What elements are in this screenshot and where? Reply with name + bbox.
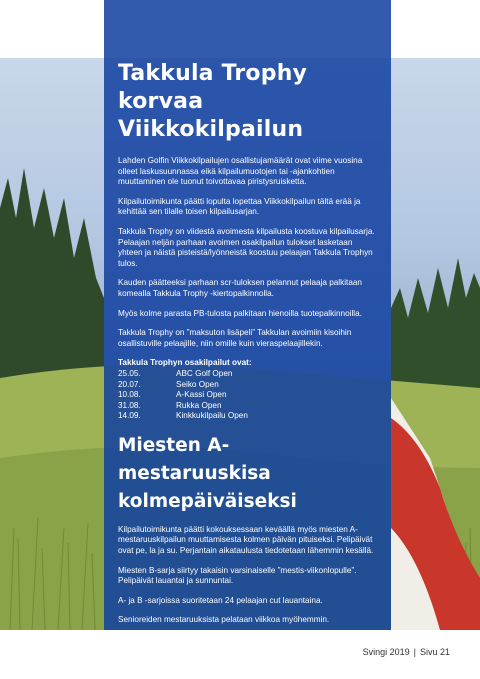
article-title: Takkula Trophy korvaa Viikkokilpailun [118, 61, 308, 142]
article-panel [104, 0, 391, 630]
article-paragraph: Kilpailutoimikunta päätti lopulta lopettaa Viikkokilpailun tältä erää ja kehittää sen tilalle toisen kilpailusarjan. [118, 196, 361, 217]
schedule-date: 31.08. [118, 400, 141, 410]
schedule-event: ABC Golf Open [176, 368, 233, 378]
section-paragraph: Kilpailutoimikunta päätti kokouksessaan keväällä myös miesten A-mestaruuskilpailun muuttamisesta kolmen päivän pituiseksi. Pelipäivät ovat pe, la ja su. Perjantain aikataulusta tiedotetaan lähemmin kesällä. [118, 524, 374, 556]
schedule-date: 25.05. [118, 368, 141, 378]
page-number: Sivu 21 [419, 647, 450, 657]
schedule-event: Kinkkukilpailu Open [176, 411, 248, 421]
section-title: Miesten A-mestaruuskisa kolmepäiväiseksi [118, 434, 297, 512]
schedule-row [118, 401, 377, 412]
section-paragraph: Senioreiden mestaruuksista pelataan viikkoa myöhemmin. [118, 615, 330, 625]
page-footer [363, 647, 450, 657]
schedule-row [118, 369, 377, 380]
article-paragraph: Lahden Golfin Viikkokilpailujen osallistujamäärät ovat viime vuosina olleet laskusuunnassa eikä kilpailumuotojen tai -ajankohtien muuttaminen ole tuonut toivottavaa piristysruisketta. [118, 156, 363, 187]
schedule-row [118, 390, 377, 401]
schedule-event: Rukka Open [176, 400, 222, 410]
schedule-list [118, 369, 377, 422]
footer-separator: | [413, 647, 416, 657]
schedule-event: A-Kassi Open [176, 390, 227, 400]
schedule-row [118, 380, 377, 391]
section-paragraph: A- ja B -sarjoissa suoritetaan 24 pelaajan cut lauantaina. [118, 595, 323, 605]
schedule-date: 14.09. [118, 411, 141, 421]
schedule-date: 20.07. [118, 379, 141, 389]
article-paragraph: Takkula Trophy on ”maksuton lisäpeli” Takkulan avoimiin kisoihin osallistuville pelaajille, niin omille kuin vieraspelaajillekin. [118, 328, 352, 348]
section-paragraph: Miesten B-sarja siirtyy takaisin varsinaiselle ”mestis-viikonlopulle”. Pelipäivät lauantai ja sunnuntai. [118, 565, 357, 586]
schedule-row [118, 411, 377, 422]
schedule-title: Takkula Trophyn osakilpailut ovat: [118, 358, 252, 368]
magazine-name: Svingi 2019 [362, 647, 410, 657]
schedule-event: Seiko Open [176, 379, 219, 389]
article-paragraph: Takkula Trophy on viidestä avoimesta kilpailusta koostuva kilpailusarja. Pelaajan neljän parhaan avoimen osakilpailun tulokset lasketaan yhteen ja näistä pisteistä/lyönneistä koostuu pelaajan Takkula Trophyn tulos. [118, 226, 375, 268]
article-paragraph: Kauden päätteeksi parhaan scr-tuloksen pelannut pelaaja palkitaan komealla Takkula Trophy -kiertopalkinnolla. [118, 278, 362, 298]
schedule-date: 10.08. [118, 390, 141, 400]
article-paragraph: Myös kolme parasta PB-tulosta palkitaan hienoilla tuotepalkinnoilla. [118, 308, 362, 318]
